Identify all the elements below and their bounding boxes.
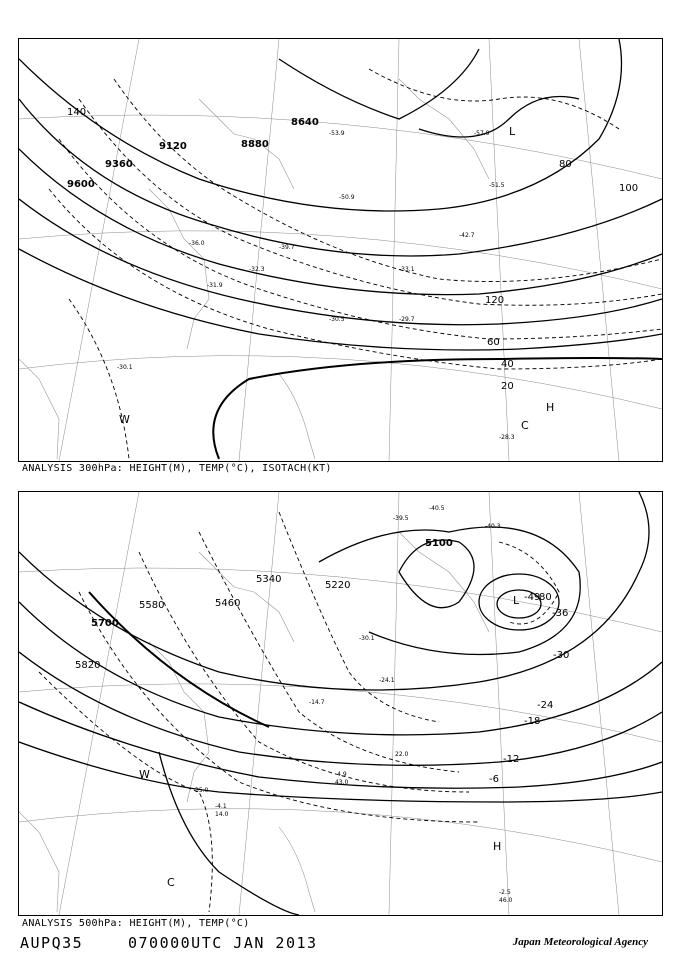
isotach-labels bbox=[67, 107, 638, 392]
station-label: -2.5 bbox=[499, 889, 511, 896]
agency-name: Japan Meteorological Agency bbox=[512, 936, 648, 948]
temp-label: -39.7 bbox=[279, 244, 295, 251]
station-label: 46.0 bbox=[499, 897, 513, 904]
station-label: -40.5 bbox=[429, 505, 445, 512]
temp-label: -57.9 bbox=[474, 130, 490, 137]
map-300hpa-caption: ANALYSIS 300hPa: HEIGHT(M), TEMP(°C), ISOTACH(KT) bbox=[22, 463, 332, 474]
height-label-9120: 9120 bbox=[159, 141, 187, 152]
temp-label: -33.1 bbox=[399, 266, 415, 273]
low-center-label: L bbox=[509, 125, 516, 138]
height-label-5700: 5700 bbox=[91, 618, 119, 629]
height-label-5820: 5820 bbox=[75, 660, 101, 671]
cold-center-label: C bbox=[167, 876, 175, 889]
isotherm-label-80: 80 bbox=[539, 592, 552, 603]
warm-center-label: W bbox=[119, 413, 130, 426]
cold-center-label: C bbox=[521, 419, 529, 432]
high-center-label: H bbox=[493, 840, 502, 853]
height-label-9600: 9600 bbox=[67, 179, 95, 190]
height-label-8640: 8640 bbox=[291, 117, 319, 128]
temp-label: -53.9 bbox=[329, 130, 345, 137]
isotherm-label-minus24: -24 bbox=[537, 700, 554, 711]
height-label-5580: 5580 bbox=[139, 600, 165, 611]
station-label: -39.5 bbox=[393, 515, 409, 522]
isotach-label-100: 100 bbox=[619, 183, 639, 194]
station-label: -24.1 bbox=[379, 677, 395, 684]
bulletin-code: AUPQ35 bbox=[20, 934, 84, 952]
isotherm-lines bbox=[39, 512, 559, 912]
isotherm-label-minus12: -12 bbox=[503, 754, 520, 765]
station-label: 14.0 bbox=[215, 811, 229, 818]
height-label-5340: 5340 bbox=[256, 574, 282, 585]
temp-label: -30.1 bbox=[117, 364, 133, 371]
height-labels bbox=[67, 117, 319, 190]
station-label: -30.1 bbox=[359, 635, 375, 642]
isotherm-label-minus30: -30 bbox=[553, 650, 570, 661]
station-label: -4.1 bbox=[215, 803, 227, 810]
map-300hpa bbox=[18, 38, 663, 462]
station-label: 35.0 bbox=[195, 787, 209, 794]
coastlines bbox=[19, 532, 489, 912]
station-label: 22.0 bbox=[395, 751, 409, 758]
map-500hpa bbox=[18, 491, 663, 916]
isotach-label-120: 120 bbox=[485, 295, 505, 306]
temp-label: -42.7 bbox=[459, 232, 475, 239]
temp-label: -51.5 bbox=[489, 182, 505, 189]
temp-label: -50.9 bbox=[339, 194, 355, 201]
high-center-label: H bbox=[546, 401, 555, 414]
isotach-lines bbox=[49, 69, 662, 459]
temp-label: -30.5 bbox=[329, 316, 345, 323]
station-labels bbox=[195, 505, 513, 904]
isotherm-labels bbox=[489, 592, 569, 785]
temp-label: -31.9 bbox=[207, 282, 223, 289]
height-label-5100: 5100 bbox=[425, 538, 453, 549]
station-label: -4.9 bbox=[335, 771, 347, 778]
low-center-label: L bbox=[513, 594, 520, 607]
map-500hpa-caption: ANALYSIS 500hPa: HEIGHT(M), TEMP(°C) bbox=[22, 918, 250, 929]
temp-label: -28.3 bbox=[499, 434, 515, 441]
height-label-9360: 9360 bbox=[105, 159, 133, 170]
height-label-5220: 5220 bbox=[325, 580, 351, 591]
map-500hpa-canvas bbox=[19, 492, 662, 915]
bulletin-time: 070000UTC JAN 2013 bbox=[128, 934, 318, 952]
isotach-label-40: 40 bbox=[501, 359, 514, 370]
isotherm-label-minus49: -49 bbox=[524, 592, 541, 603]
station-label: -40.3 bbox=[485, 523, 501, 530]
height-contours bbox=[19, 492, 662, 915]
temp-label: -36.0 bbox=[189, 240, 205, 247]
isotherm-label-minus36: -36 bbox=[552, 608, 569, 619]
isotach-label-140: 140 bbox=[67, 107, 87, 118]
pressure-centers bbox=[139, 594, 520, 889]
isotach-label-20: 20 bbox=[501, 381, 514, 392]
isotach-label-60: 60 bbox=[487, 337, 500, 348]
temp-label: -32.3 bbox=[249, 266, 265, 273]
pressure-centers bbox=[119, 125, 554, 432]
temperature-labels bbox=[117, 130, 515, 441]
warm-center-label: W bbox=[139, 768, 150, 781]
station-label: -14.7 bbox=[309, 699, 325, 706]
temp-label: -29.7 bbox=[399, 316, 415, 323]
height-contours bbox=[19, 39, 662, 459]
height-label-5460: 5460 bbox=[215, 598, 241, 609]
height-label-8880: 8880 bbox=[241, 139, 269, 150]
isotherm-label-minus18: -18 bbox=[524, 716, 541, 727]
map-300hpa-canvas bbox=[19, 39, 662, 461]
isotach-label-80: 80 bbox=[559, 159, 572, 170]
isotherm-label-minus6: -6 bbox=[489, 774, 499, 785]
station-label: 43.0 bbox=[335, 779, 349, 786]
